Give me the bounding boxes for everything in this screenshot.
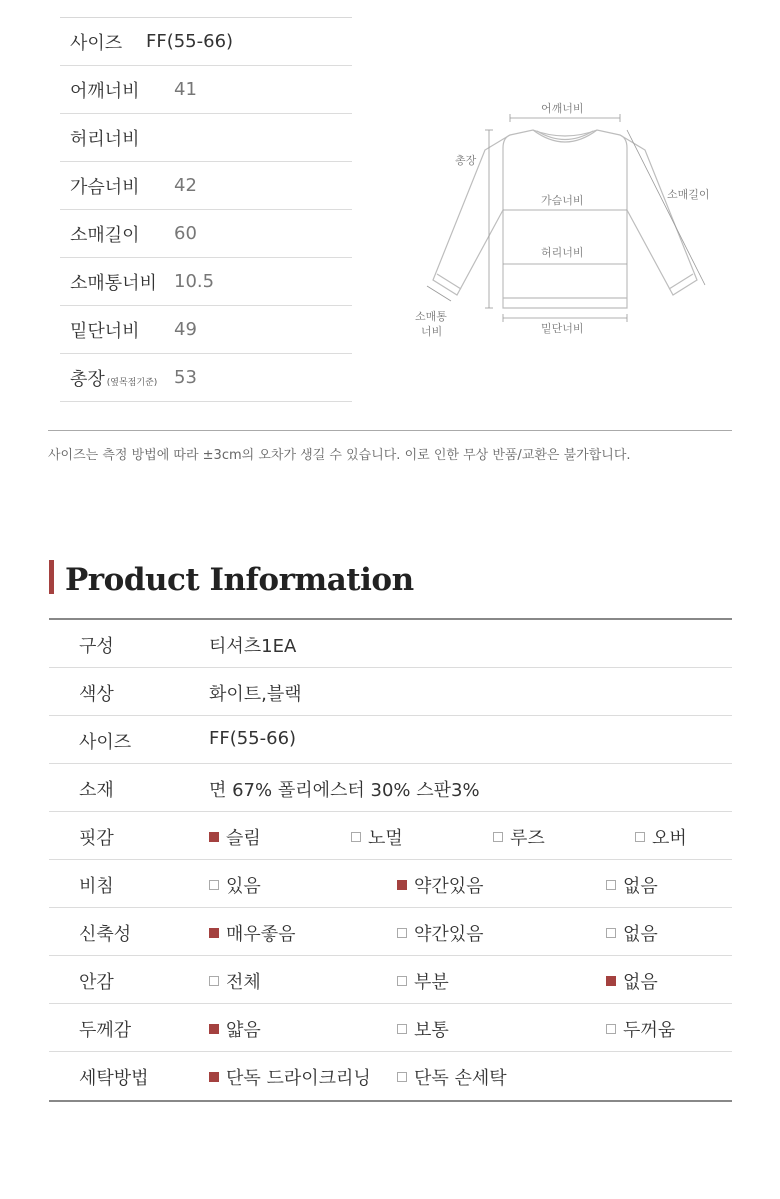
info-row-value: 화이트,블랙 — [209, 684, 302, 705]
size-row-hem — [60, 306, 352, 354]
option-label: 얇음 — [226, 1020, 261, 1041]
checkbox[interactable] — [397, 928, 407, 938]
option-label: 단독 드라이크리닝 — [226, 1068, 371, 1089]
fit-option-loose[interactable] — [493, 824, 545, 850]
checkbox[interactable] — [397, 1024, 407, 1034]
info-row-value: 티셔츠1EA — [209, 636, 297, 657]
checkbox[interactable] — [397, 976, 407, 986]
tshirt-outline-illustration — [405, 90, 725, 350]
stretch-option-slight[interactable] — [397, 920, 484, 946]
size-row-value: 49 — [174, 319, 197, 340]
size-row-label-note: (옆목점기준) — [106, 377, 158, 388]
info-row-label: 비침 — [79, 876, 114, 897]
size-table — [60, 17, 352, 402]
info-row-sheerness — [49, 860, 732, 908]
option-label: 매우좋음 — [226, 924, 296, 945]
info-row-label: 신축성 — [79, 924, 132, 945]
wash-option-hand-wash[interactable] — [397, 1064, 507, 1090]
thickness-option-normal[interactable] — [397, 1016, 449, 1042]
size-header-value: FF(55-66) — [146, 31, 234, 52]
divider — [48, 430, 732, 431]
info-row-label: 구성 — [79, 636, 114, 657]
size-row-label — [60, 365, 164, 391]
fit-option-slim[interactable] — [209, 824, 261, 850]
size-row-waist — [60, 114, 352, 162]
checkbox[interactable] — [397, 880, 407, 890]
diagram-label-length: 총장 — [455, 154, 477, 167]
diagram-label-waist: 허리너비 — [541, 246, 584, 259]
option-label: 없음 — [623, 876, 658, 897]
fit-option-over[interactable] — [635, 824, 687, 850]
option-label: 두꺼움 — [623, 1020, 676, 1041]
option-label: 노멀 — [368, 828, 403, 849]
info-row-material — [49, 764, 732, 812]
option-label: 없음 — [623, 924, 658, 945]
size-header-label: 사이즈 — [70, 32, 123, 54]
checkbox[interactable] — [209, 976, 219, 986]
info-row-stretch — [49, 908, 732, 956]
info-row-label: 사이즈 — [79, 732, 132, 753]
size-row-value: 60 — [174, 223, 197, 244]
size-row-label: 가슴너비 — [70, 176, 140, 198]
stretch-option-none[interactable] — [606, 920, 658, 946]
size-row-chest — [60, 162, 352, 210]
option-label: 오버 — [652, 828, 687, 849]
size-row-length — [60, 354, 352, 402]
info-row-fit — [49, 812, 732, 860]
info-row-label: 두께감 — [79, 1020, 132, 1041]
fit-option-normal[interactable] — [351, 824, 403, 850]
checkbox[interactable] — [209, 832, 219, 842]
size-row-label-text: 총장 — [70, 368, 105, 390]
info-row-label: 핏감 — [79, 828, 114, 849]
option-label: 단독 손세탁 — [414, 1068, 507, 1089]
diagram-label-sleeve-length: 소매길이 — [667, 188, 710, 201]
checkbox[interactable] — [209, 928, 219, 938]
checkbox[interactable] — [209, 880, 219, 890]
checkbox[interactable] — [209, 1024, 219, 1034]
tshirt-diagram — [405, 90, 725, 350]
size-row-shoulder — [60, 66, 352, 114]
option-label: 있음 — [226, 876, 261, 897]
checkbox[interactable] — [606, 928, 616, 938]
checkbox[interactable] — [351, 832, 361, 842]
checkbox[interactable] — [606, 1024, 616, 1034]
checkbox[interactable] — [606, 976, 616, 986]
section-accent-bar — [49, 560, 54, 594]
size-row-label: 소매길이 — [70, 224, 140, 246]
info-row-value: 면 67% 폴리에스터 30% 스판3% — [209, 780, 480, 801]
info-row-label: 색상 — [79, 684, 114, 705]
lining-option-partial[interactable] — [397, 968, 449, 994]
option-label: 보통 — [414, 1020, 449, 1041]
stretch-option-very-good[interactable] — [209, 920, 296, 946]
option-label: 부분 — [414, 972, 449, 993]
info-row-label: 소재 — [79, 780, 114, 801]
info-row-value: FF(55-66) — [209, 728, 297, 749]
info-row-label: 안감 — [79, 972, 114, 993]
info-row-color — [49, 668, 732, 716]
thickness-option-thick[interactable] — [606, 1016, 675, 1042]
lining-option-full[interactable] — [209, 968, 261, 994]
option-label: 없음 — [623, 972, 658, 993]
sheer-option-none[interactable] — [606, 872, 658, 898]
sheer-option-yes[interactable] — [209, 872, 261, 898]
option-label: 슬림 — [226, 828, 261, 849]
info-row-label: 세탁방법 — [79, 1068, 149, 1089]
size-row-label: 밑단너비 — [70, 320, 140, 342]
option-label: 약간있음 — [414, 924, 484, 945]
option-label: 전체 — [226, 972, 261, 993]
size-table-header — [60, 18, 352, 66]
checkbox[interactable] — [209, 1072, 219, 1082]
size-row-value: 53 — [174, 367, 197, 388]
info-row-thickness — [49, 1004, 732, 1052]
diagram-label-chest: 가슴너비 — [541, 194, 584, 207]
option-label: 루즈 — [510, 828, 545, 849]
size-disclaimer-note: 사이즈는 측정 방법에 따라 ±3cm의 오차가 생길 수 있습니다. 이로 인한 무상 반품/교환은 불가합니다. — [48, 448, 631, 463]
diagram-label-shoulder: 어깨너비 — [541, 102, 584, 115]
wash-option-dry-clean[interactable] — [209, 1064, 371, 1090]
size-row-label: 소매통너비 — [70, 272, 157, 294]
size-row-value: 42 — [174, 175, 197, 196]
size-row-value: 10.5 — [174, 271, 215, 292]
checkbox[interactable] — [635, 832, 645, 842]
section-title: Product Information — [65, 562, 414, 598]
size-row-cuff-width — [60, 258, 352, 306]
option-label: 약간있음 — [414, 876, 484, 897]
info-row-washing — [49, 1052, 732, 1100]
product-info-table — [49, 618, 732, 1102]
info-row-lining — [49, 956, 732, 1004]
info-row-composition — [49, 620, 732, 668]
size-row-sleeve-length — [60, 210, 352, 258]
diagram-label-cuff-line2: 너비 — [421, 325, 443, 338]
lining-option-none[interactable] — [606, 968, 658, 994]
diagram-label-hem: 밑단너비 — [541, 322, 584, 335]
sheer-option-slight[interactable] — [397, 872, 484, 898]
checkbox[interactable] — [397, 1072, 407, 1082]
diagram-label-cuff-line1: 소매통 — [415, 310, 447, 323]
checkbox[interactable] — [493, 832, 503, 842]
checkbox[interactable] — [606, 880, 616, 890]
info-row-size — [49, 716, 732, 764]
size-row-label: 허리너비 — [70, 128, 140, 150]
thickness-option-thin[interactable] — [209, 1016, 261, 1042]
size-row-label: 어깨너비 — [70, 80, 140, 102]
size-row-value: 41 — [174, 79, 197, 100]
